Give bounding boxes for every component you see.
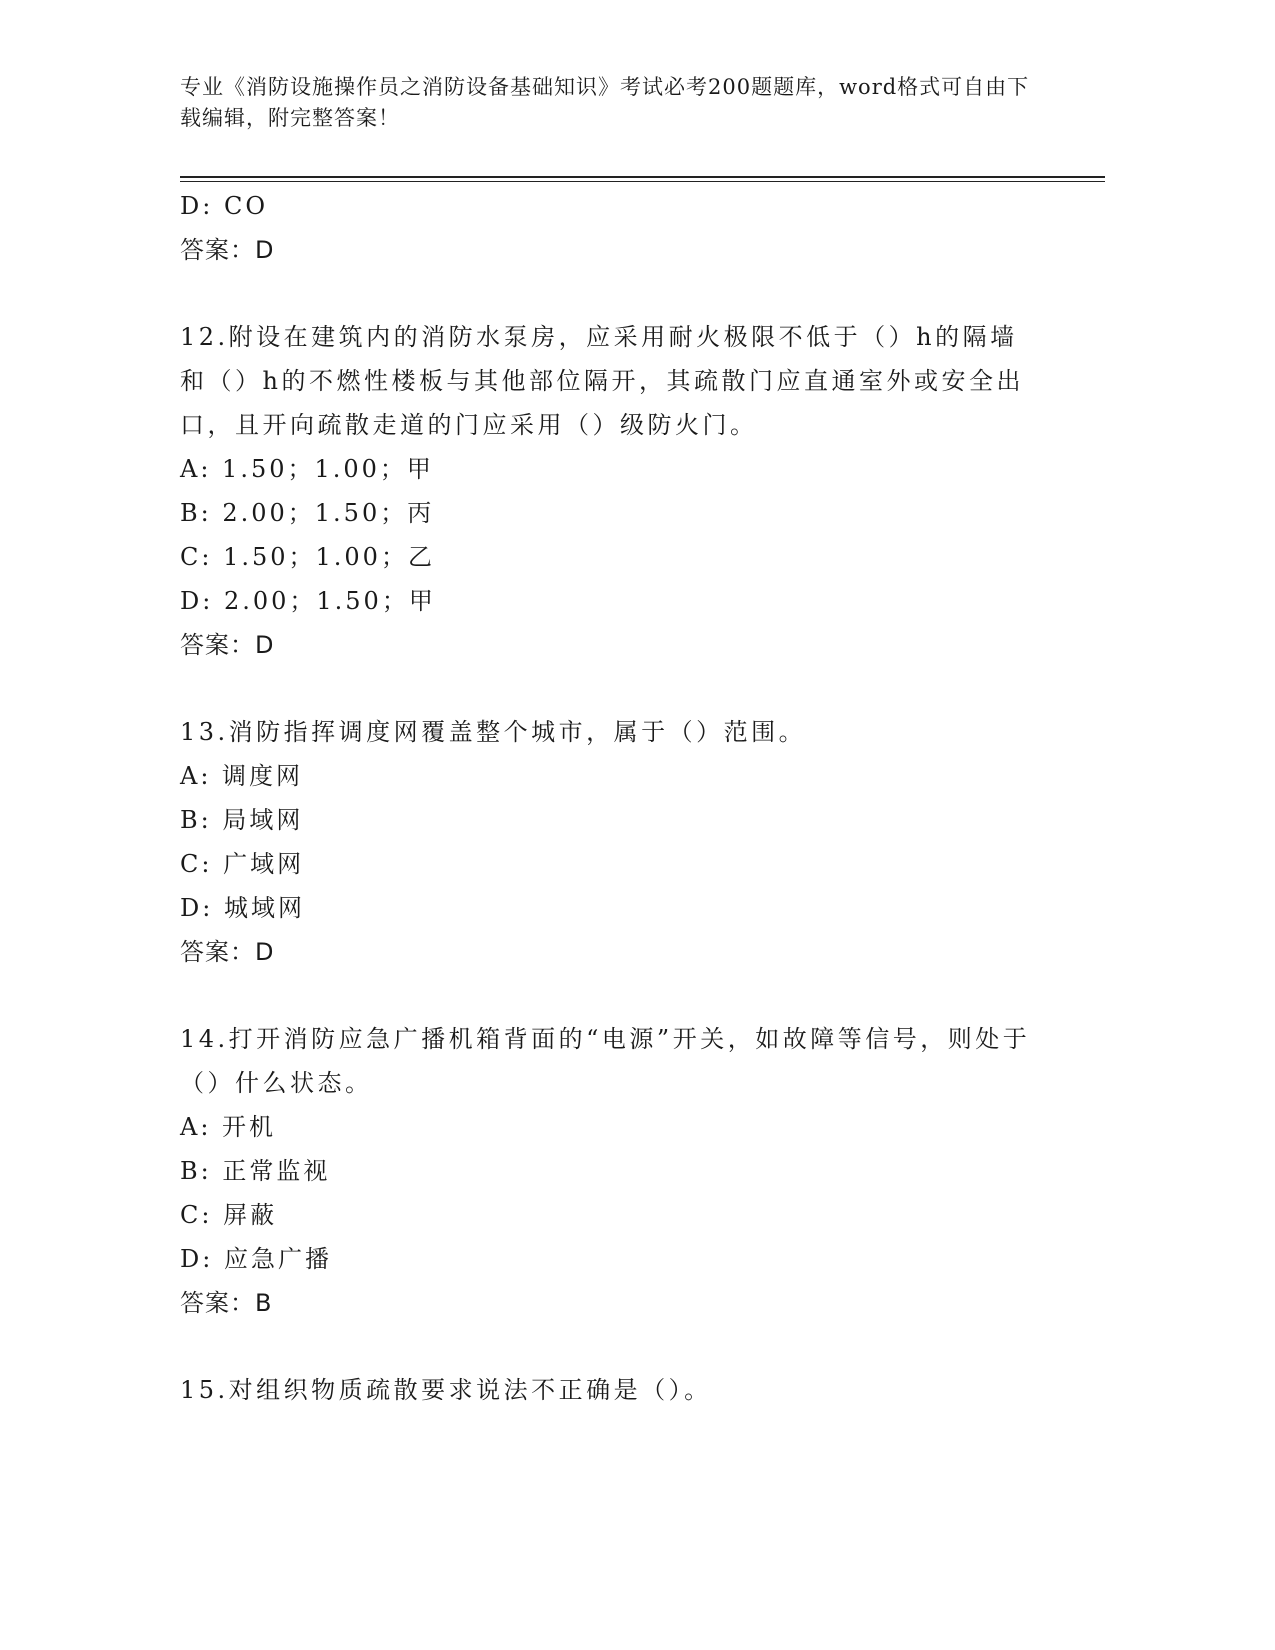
- answer-line: 答案：D: [180, 938, 275, 966]
- option-c: C: 广域网: [180, 850, 305, 878]
- option-a: A: 开机: [180, 1113, 277, 1141]
- option-c: C: 1.50；1.00；乙: [180, 543, 435, 571]
- question-14: [180, 1017, 1040, 1325]
- option-d: D: 应急广播: [180, 1245, 332, 1273]
- document-header-title: 专业《消防设施操作员之消防设备基础知识》考试必考200题题库，word格式可自由下载编辑，附完整答案！: [180, 75, 1030, 130]
- option-a: A: 调度网: [180, 762, 304, 790]
- option-a: A: 1.50；1.00；甲: [180, 455, 434, 483]
- option-d: D: 城域网: [180, 894, 305, 922]
- answer-line: 答案：B: [180, 1289, 273, 1317]
- option-b: B: 正常监视: [180, 1157, 331, 1185]
- option-c: C: 屏蔽: [180, 1201, 278, 1229]
- question-list: [180, 184, 1040, 1412]
- option-d: D: CO: [180, 192, 268, 220]
- header-divider-thin: [180, 181, 1105, 182]
- option-b: B: 2.00；1.50；丙: [180, 499, 435, 527]
- question-text: 13.消防指挥调度网覆盖整个城市，属于（）范围。: [180, 718, 807, 746]
- question-text: 14.打开消防应急广播机箱背面的“电源”开关，如故障等信号，则处于（）什么状态。: [180, 1025, 1031, 1097]
- answer-line: 答案：D: [180, 631, 275, 659]
- question-text: 15.对组织物质疏散要求说法不正确是（）。: [180, 1376, 712, 1404]
- question-15: [180, 1368, 1040, 1412]
- document-page: [180, 0, 1125, 1650]
- option-d: D: 2.00；1.50；甲: [180, 587, 436, 615]
- header-divider: [180, 176, 1105, 178]
- question-text: 12.附设在建筑内的消防水泵房，应采用耐火极限不低于（）h的隔墙和（）h的不燃性楼板与其他部位隔开，其疏散门应直通室外或安全出口，且开向疏散走道的门应采用（）级防火门。: [180, 323, 1024, 439]
- option-b: B: 局域网: [180, 806, 304, 834]
- question-13: [180, 710, 1040, 974]
- answer-line: 答案：D: [180, 236, 275, 264]
- question-12: [180, 315, 1040, 667]
